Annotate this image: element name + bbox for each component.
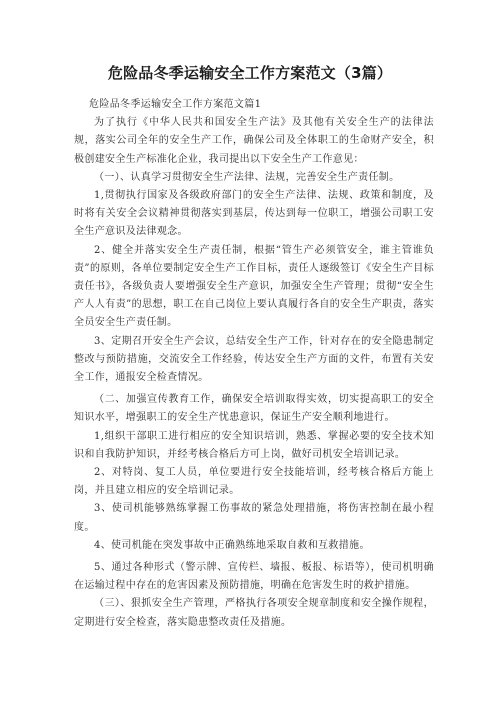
document-body bbox=[74, 96, 434, 632]
section-heading: 危险品冬季运输安全工作方案范文篇1 bbox=[89, 99, 262, 110]
subsection-heading-1: （一）、认真学习贯彻安全生产法律、法规，完善安全生产责任制。 bbox=[94, 171, 400, 183]
paragraph-1-1: 1,贯彻执行国家及各级政府部门的安全生产法律、法规、政策和制度，及时将有关安全会议精神贯彻落实到基层，传达到每一位职工，增强公司职工安全生产意识及法律观念。 bbox=[74, 190, 434, 238]
paragraph-1-3: 3、定期召开安全生产会议，总结安全生产工作，针对存在的安全隐患制定整改与预防措施，交流安全工作经验，传达安全生产方面的文件，布置有关安全工作，通报安全检查情况。 bbox=[74, 335, 434, 384]
document-title: 危险品冬季运输安全工作方案范文（3篇） bbox=[107, 64, 393, 82]
paragraph-1-2: 2、健全并落实安全生产责任制，根据“管生产必须管安全，谁主管谁负责”的原则，各单位要制定安全生产工作目标，责任人逐级签订《安全生产目标责任书》，各级负责人要增强安全生产意识，加强安全生产管理；贯彻“安全生产人人有责”的思想，职工在自己岗位上要认真履行各自的安全生产职责，落实全员安全生产责任制。 bbox=[74, 244, 434, 329]
subsection-heading-3: （三）、狠抓安全生产管理，严格执行各项安全规章制度和安全操作规程，定期进行安全检查，落实隐患整改责任及措施。 bbox=[74, 598, 434, 628]
paragraph-2-5: 5、通过各种形式（警示牌、宣传栏、墙报、板报、标语等），使司机明确在运输过程中存在的危害因素及预防措施，明确在危害发生时的救护措施。 bbox=[74, 562, 434, 592]
paragraph-2-1: 1,组织干部职工进行相应的安全知识培训，熟悉、掌握必要的安全技术知识和自我防护知识，并经考核合格后方可上岗，做好司机安全培训记录。 bbox=[74, 430, 434, 460]
paragraph-2-2: 2、对特岗、复工人员，单位要进行安全技能培训，经考核合格后方能上岗，并且建立相应的安全培训记录。 bbox=[74, 467, 434, 497]
intro-paragraph: 为了执行《中华人民共和国安全生产法》及其他有关安全生产的法律法规，落实公司全年的安全生产工作，确保公司及全体职工的生命财产安全，积极创建安全生产标准化企业，我司提出以下安全生产工作意见： bbox=[74, 117, 434, 165]
paragraph-2-4: 4、使司机能在突发事故中正确熟练地采取自救和互救措施。 bbox=[94, 539, 370, 551]
subsection-heading-2: （二、加强宣传教育工作，确保安全培训取得实效，切实提高职工的安全知识水平，增强职工的安全生产忧患意识，保证生产安全顺利地进行。 bbox=[74, 394, 434, 424]
paragraph-2-3: 3、使司机能够熟练掌握工伤事故的紧急处理措施，将伤害控制在最小程度。 bbox=[74, 503, 434, 533]
